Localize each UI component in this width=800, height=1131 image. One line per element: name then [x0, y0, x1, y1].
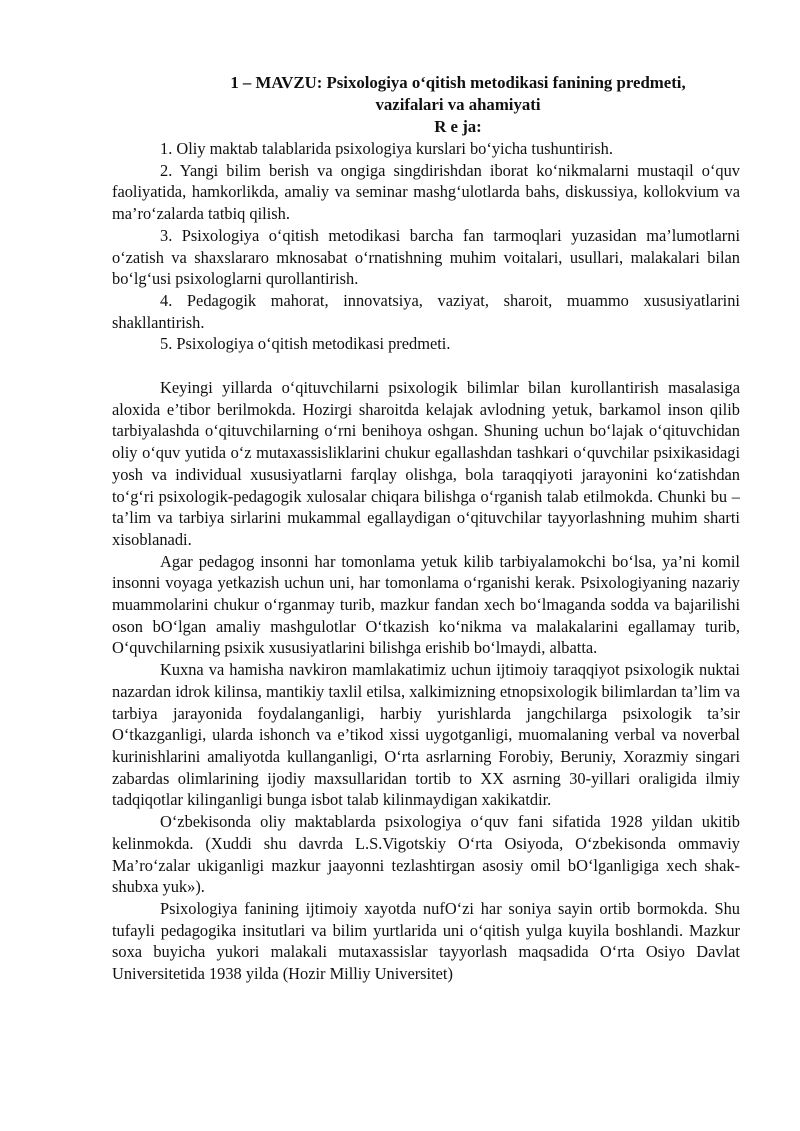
plan-item-2: 2. Yangi bilim berish va ongiga singdirishdan iborat ko‘nikmalarni mustaqil o‘quv faoliyatida, hamkorlikda, amaliy va seminar mashg‘ulotlarda bahs, diskussiya, kollokvium va ma’ro‘zalarda tatbiq qilish. [112, 160, 740, 224]
plan-item-5: 5. Psixologiya o‘qitish metodikasi predmeti. [160, 334, 451, 354]
body-paragraph-1: Keyingi yillarda o‘qituvchilarni psixologik bilimlar bilan kurollantirish masalasiga aloxida e’tibor berilmokda. Hozirgi sharoitda kelajak avlodning yetuk, barkamol inson qilib tarbiyalashda o‘qituvchilarning o‘rni benihoya oshgan. Shuning uchun bo‘lajak o‘qituvchidan oliy o‘quv yutida o‘z mutaxassisliklarini chukur egallashdan tashkari o‘quvchilar psixikasidagi yosh va individual xususiyatlarni farqlay olishga, bola taraqqiyoti jarayonini ko‘zatishdan to‘g‘ri psixologik-pedagogik xulosalar chiqara bilishga o‘rganish talab etilmokda. Chunki bu – ta’lim va tarbiya sirlarini mukammal egallaydigan o‘qituvchilar tayyorlashning muhim sharti xisoblanadi. [112, 378, 740, 549]
document-title [112, 72, 740, 116]
plan-item-3: 3. Psixologiya o‘qitish metodikasi barcha fan tarmoqlari yuzasidan ma’lumotlarni o‘zatish va shaxslararo mknosabat o‘rnatishning muhim voitalari, usullari, malakalari bilan bo‘lg‘usi psixologlarni qurollantirish. [112, 225, 740, 289]
body-paragraph-5: Psixologiya fanining ijtimoiy xayotda nufO‘zi har soniya sayin ortib bormokda. Shu tufayli pedagogika insitutlari va bilim yurtlarida uni o‘qitish yulga kuyila boshlandi. Mazkur soxa buyicha yukori malakali mutaxassislar tayyorlash maqsadida O‘rta Osiyo Davlat Universitetida 1938 yilda (Hozir Milliy Universitet) [112, 898, 740, 984]
body-paragraph-3: Kuxna va hamisha navkiron mamlakatimiz uchun ijtimoiy taraqqiyot psixologik nuktai nazardan idrok kilinsa, mantikiy taxlil etilsa, xalkimizning etnopsixologik bilimlardan ta’lim va tarbiya jarayonida foydalanganligi, harbiy yurishlarda jangchilarga psixologik ta’sir O‘tkazganligi, ularda ishonch va e’tikod xissi uygotganligi, muomalaning verbal va noverbal kurinishlarini amaliyotda kullanganligi, O‘rta asrlarning Forobiy, Beruniy, Xorazmiy singari zabardas olimlarining ijodiy maxsullaridan tortib to XX asrning 30-yillari oraligida ilmiy tadqiqotlar kilinganligi bunga isbot talab kilinmaydigan xakikatdir. [112, 660, 740, 810]
document-page [112, 72, 740, 985]
plan-list [112, 138, 740, 355]
title-line-2: vazifalari va ahamiyati [375, 95, 541, 114]
section-gap [112, 355, 740, 377]
body-paragraph-2: Agar pedagog insonni har tomonlama yetuk kilib tarbiyalamokchi bo‘lsa, ya’ni komil insonni voyaga yetkazish uchun uni, har tomonlama o‘rganishi kerak. Psixologiyaning nazariy muammolarini chukur o‘rganmay turib, mazkur fandan xech bo‘lmaganda sodda va bajarilishi oson bO‘lgan amaliy mashgulotlar O‘tkazish ko‘nikma va malakalarini egallamay turib, O‘quvchilarning psixik xususiyatlarini bilishga erishib bo‘lmaydi, albatta. [112, 551, 740, 658]
body-paragraph-4: O‘zbekisonda oliy maktablarda psixologiya o‘quv fani sifatida 1928 yildan ukitib kelinmokda. (Xuddi shu davrda L.S.Vigotskiy O‘rta Osiyoda, O‘zbekisonda ommaviy Ma’ro‘zalar ukiganligi mazkur jaayonni tezlashtirgan asosiy omil bO‘lganligiga xech shak-shubxa yuk»). [112, 812, 740, 897]
title-line-1: 1 – MAVZU: Psixologiya o‘qitish metodikasi fanining predmeti, [230, 73, 686, 92]
plan-item-4: 4. Pedagogik mahorat, innovatsiya, vaziyat, sharoit, muammo xususiyatlarini shakllantirish. [112, 290, 740, 332]
plan-item-1: 1. Oliy maktab talablarida psixologiya kurslari bo‘yicha tushuntirish. [160, 139, 613, 158]
plan-heading: R e ja: [434, 117, 482, 136]
